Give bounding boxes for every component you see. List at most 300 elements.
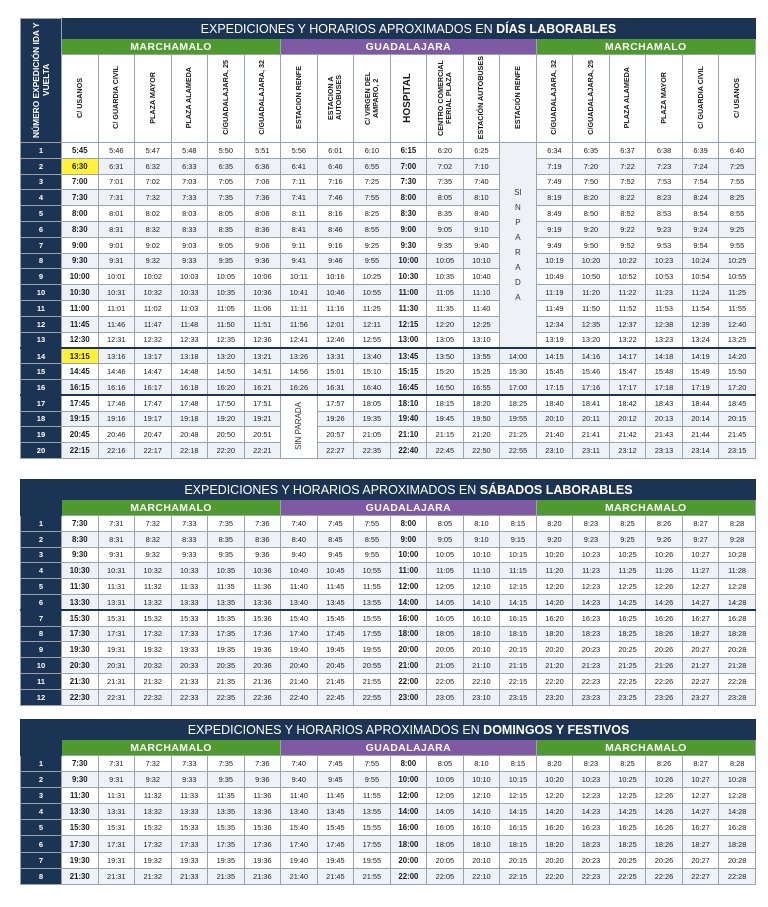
time-cell: 23:12 [609, 443, 646, 459]
time-cell: 10:27 [682, 547, 719, 563]
time-cell: 20:15 [500, 852, 537, 868]
stop-header [609, 55, 646, 143]
time-cell: 10:25 [609, 547, 646, 563]
time-cell: 7:53 [646, 174, 683, 190]
table-title [62, 480, 756, 500]
time-cell: 13:33 [171, 594, 208, 610]
stop-name: ESTACIÓN AUTOBUSES [476, 55, 486, 140]
time-cell: 7:01 [98, 174, 135, 190]
time-cell: 18:27 [682, 626, 719, 642]
time-cell: 10:20 [536, 547, 573, 563]
time-cell: 13:40 [281, 594, 318, 610]
time-cell: 12:37 [609, 316, 646, 332]
expedition-number: 14 [21, 348, 62, 364]
time-cell: 17:31 [98, 836, 135, 852]
time-cell: 12:32 [135, 332, 172, 348]
table-row [21, 206, 756, 222]
time-cell: 15:45 [536, 364, 573, 380]
table-row [21, 174, 756, 190]
time-cell: 11:35 [208, 788, 245, 804]
time-cell: 11:02 [135, 300, 172, 316]
time-cell: 13:31 [317, 348, 354, 364]
time-cell: 13:24 [682, 332, 719, 348]
time-cell: 7:06 [244, 174, 281, 190]
time-cell: 7:31 [98, 516, 135, 532]
zone-header: GUADALAJARA [281, 500, 537, 516]
time-cell: 17:55 [354, 626, 391, 642]
time-cell: 11:54 [682, 300, 719, 316]
time-cell: 13:40 [281, 804, 318, 820]
time-cell: 14:48 [171, 364, 208, 380]
no-stop-cell [281, 395, 318, 458]
time-cell: 7:49 [536, 174, 573, 190]
table-row [21, 364, 756, 380]
time-cell: 11:20 [536, 563, 573, 579]
time-cell: 11:11 [281, 300, 318, 316]
time-cell: 10:28 [719, 772, 756, 788]
time-cell: 19:18 [171, 411, 208, 427]
time-cell: 15:50 [719, 364, 756, 380]
time-cell: 22:16 [98, 443, 135, 459]
time-cell: 8:23 [646, 190, 683, 206]
time-cell: 9:10 [463, 221, 500, 237]
time-cell: 6:01 [317, 143, 354, 159]
time-cell: 9:40 [281, 547, 318, 563]
time-cell: 13:55 [463, 348, 500, 364]
time-cell: 11:35 [427, 300, 464, 316]
time-cell: 21:35 [208, 673, 245, 689]
time-cell: 9:31 [98, 547, 135, 563]
time-cell: 9:35 [208, 547, 245, 563]
time-cell: 11:23 [573, 563, 610, 579]
time-cell: 9:33 [171, 253, 208, 269]
time-cell: 22:36 [244, 689, 281, 705]
time-cell: 13:35 [208, 804, 245, 820]
time-cell: 22:21 [244, 443, 281, 459]
time-cell: 11:30 [62, 579, 99, 595]
time-cell: 14:56 [281, 364, 318, 380]
time-cell: 11:52 [609, 300, 646, 316]
time-cell: 9:20 [573, 221, 610, 237]
time-cell: 13:00 [390, 332, 427, 348]
time-cell: 17:50 [208, 395, 245, 411]
time-cell: 11:45 [62, 316, 99, 332]
time-cell: 17:40 [281, 626, 318, 642]
time-cell: 20:27 [682, 642, 719, 658]
time-cell: 8:50 [573, 206, 610, 222]
time-cell: 10:05 [427, 547, 464, 563]
time-cell: 18:43 [646, 395, 683, 411]
stop-name: PLAZA ALAMEDA [622, 66, 632, 129]
time-cell: 22:00 [390, 673, 427, 689]
time-cell: 9:49 [536, 237, 573, 253]
time-cell: 17:45 [317, 836, 354, 852]
time-cell: 8:15 [500, 516, 537, 532]
time-cell: 8:32 [135, 221, 172, 237]
table-title [62, 19, 756, 39]
time-cell: 15:36 [244, 610, 281, 626]
time-cell: 22:10 [463, 673, 500, 689]
time-cell: 10:22 [609, 253, 646, 269]
time-cell: 7:33 [171, 756, 208, 772]
time-cell: 8:05 [427, 756, 464, 772]
time-cell: 11:20 [573, 285, 610, 301]
time-cell: 18:00 [390, 836, 427, 852]
time-cell: 9:33 [171, 772, 208, 788]
time-cell: 16:21 [244, 379, 281, 395]
time-cell: 13:40 [354, 348, 391, 364]
time-cell: 16:00 [390, 820, 427, 836]
time-cell: 7:45 [317, 756, 354, 772]
time-cell: 17:32 [135, 626, 172, 642]
time-cell: 19:36 [244, 852, 281, 868]
time-cell: 10:41 [281, 285, 318, 301]
time-cell: 11:46 [98, 316, 135, 332]
time-cell: 21:40 [281, 673, 318, 689]
time-cell: 16:00 [390, 610, 427, 626]
time-cell: 14:10 [463, 594, 500, 610]
time-cell: 11:32 [135, 788, 172, 804]
time-cell: 15:30 [62, 610, 99, 626]
time-cell: 10:19 [536, 253, 573, 269]
time-cell: 8:36 [244, 221, 281, 237]
time-cell: 18:10 [463, 626, 500, 642]
time-cell: 21:55 [354, 868, 391, 884]
time-cell: 12:10 [463, 788, 500, 804]
time-cell: 22:15 [62, 443, 99, 459]
time-cell: 15:48 [646, 364, 683, 380]
time-cell: 14:46 [98, 364, 135, 380]
expedition-number: 6 [21, 836, 62, 852]
stop-header [354, 55, 391, 143]
time-cell: 5:47 [135, 143, 172, 159]
table-row [21, 563, 756, 579]
time-cell: 8:03 [171, 206, 208, 222]
time-cell: 7:35 [208, 516, 245, 532]
time-cell: 10:36 [244, 563, 281, 579]
time-cell: 15:40 [281, 610, 318, 626]
time-cell: 23:26 [646, 689, 683, 705]
time-cell: 8:28 [719, 756, 756, 772]
time-cell: 12:20 [427, 316, 464, 332]
time-cell: 11:40 [463, 300, 500, 316]
stop-header [317, 55, 354, 143]
time-cell: 19:55 [500, 411, 537, 427]
stop-header [62, 55, 99, 143]
time-cell: 15:46 [573, 364, 610, 380]
time-cell: 7:30 [390, 174, 427, 190]
time-cell: 19:40 [281, 642, 318, 658]
time-cell: 12:10 [463, 579, 500, 595]
time-cell: 7:32 [135, 516, 172, 532]
time-cell: 21:33 [171, 673, 208, 689]
time-cell: 7:36 [244, 516, 281, 532]
table-row [21, 772, 756, 788]
time-cell: 21:25 [609, 658, 646, 674]
time-cell: 14:25 [609, 804, 646, 820]
time-cell: 14:45 [62, 364, 99, 380]
time-cell: 9:35 [208, 253, 245, 269]
time-cell: 8:22 [609, 190, 646, 206]
time-cell: 12:25 [609, 579, 646, 595]
time-cell: 8:16 [317, 206, 354, 222]
time-cell: 13:50 [427, 348, 464, 364]
time-cell: 10:25 [354, 269, 391, 285]
time-cell: 21:28 [719, 658, 756, 674]
time-cell: 11:49 [536, 300, 573, 316]
time-cell: 11:03 [171, 300, 208, 316]
time-cell: 16:25 [609, 820, 646, 836]
time-cell: 7:10 [463, 158, 500, 174]
table-row [21, 756, 756, 772]
time-cell: 20:57 [317, 427, 354, 443]
time-cell: 8:26 [646, 516, 683, 532]
time-cell: 8:55 [354, 221, 391, 237]
time-cell: 20:10 [463, 852, 500, 868]
time-cell: 10:35 [208, 285, 245, 301]
time-cell: 7:55 [354, 756, 391, 772]
time-cell: 19:17 [135, 411, 172, 427]
time-cell: 20:45 [317, 658, 354, 674]
time-cell: 11:19 [536, 285, 573, 301]
time-cell: 12:39 [682, 316, 719, 332]
time-cell: 21:00 [390, 658, 427, 674]
expedition-number: 9 [21, 642, 62, 658]
time-cell: 20:15 [719, 411, 756, 427]
stop-name: CENTRO COMERCIAL FERIAL PLAZA [435, 59, 453, 136]
time-cell: 9:46 [317, 253, 354, 269]
table-row [21, 379, 756, 395]
time-cell: 12:26 [646, 579, 683, 595]
time-cell: 13:20 [208, 348, 245, 364]
time-cell: 20:35 [208, 658, 245, 674]
time-cell: 6:38 [646, 143, 683, 159]
table-row [21, 531, 756, 547]
time-cell: 11:40 [281, 788, 318, 804]
time-cell: 6:37 [609, 143, 646, 159]
title-row [21, 19, 756, 39]
time-cell: 19:33 [171, 852, 208, 868]
time-cell: 9:35 [208, 772, 245, 788]
time-cell: 8:15 [500, 756, 537, 772]
stop-header [536, 55, 573, 143]
time-cell: 10:55 [354, 563, 391, 579]
time-cell: 8:46 [317, 221, 354, 237]
time-cell: 10:32 [135, 563, 172, 579]
time-cell: 16:05 [427, 820, 464, 836]
time-cell: 7:36 [244, 756, 281, 772]
time-cell: 15:33 [171, 820, 208, 836]
time-cell: 7:40 [281, 516, 318, 532]
time-cell: 7:55 [354, 516, 391, 532]
zone-header: GUADALAJARA [281, 740, 537, 756]
time-cell: 22:31 [98, 689, 135, 705]
stop-name: C/ GUARDIA CIVIL [111, 66, 121, 129]
time-cell: 11:10 [463, 563, 500, 579]
time-cell: 11:00 [390, 285, 427, 301]
time-cell: 14:50 [208, 364, 245, 380]
stop-header [573, 55, 610, 143]
time-cell: 23:23 [573, 689, 610, 705]
time-cell: 13:35 [208, 594, 245, 610]
time-cell: 9:55 [354, 772, 391, 788]
time-cell: 23:11 [573, 443, 610, 459]
time-cell: 21:10 [390, 427, 427, 443]
time-cell: 16:28 [719, 610, 756, 626]
time-cell: 11:40 [281, 579, 318, 595]
time-cell: 10:01 [98, 269, 135, 285]
stop-name: C/ USANOS [732, 77, 742, 118]
zone-row [21, 500, 756, 516]
time-cell: 23:15 [719, 443, 756, 459]
time-cell: 7:35 [208, 756, 245, 772]
time-cell: 14:15 [500, 804, 537, 820]
stop-name: C/GUADALAJARA, 25 [220, 60, 230, 135]
time-cell: 16:27 [682, 610, 719, 626]
stop-header [244, 55, 281, 143]
time-cell: 14:20 [536, 594, 573, 610]
time-cell: 23:28 [719, 689, 756, 705]
time-cell: 7:25 [354, 174, 391, 190]
time-cell: 10:00 [62, 269, 99, 285]
time-cell: 8:05 [208, 206, 245, 222]
time-cell: 18:25 [609, 836, 646, 852]
time-cell: 10:36 [244, 285, 281, 301]
time-cell: 11:48 [171, 316, 208, 332]
expedition-number: 2 [21, 158, 62, 174]
time-cell: 20:31 [98, 658, 135, 674]
time-cell: 10:20 [573, 253, 610, 269]
time-cell: 19:31 [98, 852, 135, 868]
time-cell: 23:27 [682, 689, 719, 705]
time-cell: 7:11 [281, 174, 318, 190]
time-cell: 20:13 [646, 411, 683, 427]
time-cell: 12:00 [390, 579, 427, 595]
expedition-number: 7 [21, 237, 62, 253]
time-cell: 7:33 [171, 516, 208, 532]
time-cell: 14:00 [390, 594, 427, 610]
time-cell: 16:45 [390, 379, 427, 395]
time-cell: 21:05 [427, 658, 464, 674]
time-cell: 7:50 [573, 174, 610, 190]
table-row [21, 852, 756, 868]
time-cell: 10:30 [62, 285, 99, 301]
table-row [21, 836, 756, 852]
time-cell: 11:55 [354, 579, 391, 595]
time-cell: 9:22 [609, 221, 646, 237]
time-cell: 12:28 [719, 579, 756, 595]
time-cell: 9:32 [135, 253, 172, 269]
time-cell: 8:49 [536, 206, 573, 222]
time-cell: 8:52 [609, 206, 646, 222]
time-cell: 12:27 [682, 788, 719, 804]
time-cell: 16:15 [62, 379, 99, 395]
stop-header [463, 55, 500, 143]
time-cell: 11:30 [390, 300, 427, 316]
time-cell: 23:13 [646, 443, 683, 459]
time-cell: 9:11 [281, 237, 318, 253]
time-cell: 12:25 [463, 316, 500, 332]
time-cell: 18:05 [427, 626, 464, 642]
time-cell: 21:36 [244, 868, 281, 884]
time-cell: 21:35 [208, 868, 245, 884]
time-cell: 6:32 [135, 158, 172, 174]
time-cell: 10:10 [463, 772, 500, 788]
time-cell: 17:17 [609, 379, 646, 395]
time-cell: 14:27 [682, 594, 719, 610]
stop-name: C/GUADALAJARA, 25 [585, 60, 595, 135]
time-cell: 11:25 [719, 285, 756, 301]
time-cell: 9:30 [390, 237, 427, 253]
time-cell: 8:40 [281, 531, 318, 547]
time-cell: 21:05 [354, 427, 391, 443]
time-cell: 21:43 [646, 427, 683, 443]
time-cell: 8:41 [281, 221, 318, 237]
time-cell: 8:02 [135, 206, 172, 222]
expedition-number: 16 [21, 379, 62, 395]
time-cell: 19:40 [281, 852, 318, 868]
time-cell: 17:36 [244, 836, 281, 852]
time-cell: 22:15 [500, 868, 537, 884]
time-cell: 9:50 [573, 237, 610, 253]
time-cell: 12:15 [500, 579, 537, 595]
time-cell: 8:05 [427, 190, 464, 206]
zone-header: MARCHAMALO [62, 39, 281, 55]
time-cell: 19:55 [354, 642, 391, 658]
time-cell: 19:40 [390, 411, 427, 427]
table-row [21, 332, 756, 348]
time-cell: 13:15 [62, 348, 99, 364]
time-cell: 20:10 [536, 411, 573, 427]
time-cell: 6:31 [98, 158, 135, 174]
time-cell: 9:02 [135, 237, 172, 253]
time-cell: 8:35 [208, 221, 245, 237]
time-cell: 9:00 [390, 531, 427, 547]
time-cell: 20:14 [682, 411, 719, 427]
zone-header: MARCHAMALO [536, 39, 755, 55]
time-cell: 10:26 [646, 547, 683, 563]
time-cell: 11:35 [208, 579, 245, 595]
time-cell: 16:26 [281, 379, 318, 395]
time-cell: 11:22 [609, 285, 646, 301]
time-cell: 16:20 [208, 379, 245, 395]
stop-header [281, 55, 318, 143]
table-row [21, 285, 756, 301]
time-cell: 10:00 [390, 547, 427, 563]
time-cell: 23:00 [390, 689, 427, 705]
time-cell: 15:47 [609, 364, 646, 380]
time-cell: 11:05 [427, 285, 464, 301]
time-cell: 16:26 [646, 610, 683, 626]
time-cell: 9:54 [682, 237, 719, 253]
time-cell: 19:30 [62, 852, 99, 868]
time-cell: 22:25 [609, 673, 646, 689]
time-cell: 16:05 [427, 610, 464, 626]
time-cell: 23:10 [536, 443, 573, 459]
time-cell: 10:53 [646, 269, 683, 285]
expedition-number: 9 [21, 269, 62, 285]
time-cell: 17:32 [135, 836, 172, 852]
time-cell: 16:40 [354, 379, 391, 395]
time-cell: 8:00 [62, 206, 99, 222]
time-cell: 5:46 [98, 143, 135, 159]
expedition-number: 13 [21, 332, 62, 348]
time-cell: 10:15 [500, 772, 537, 788]
time-cell: 18:10 [390, 395, 427, 411]
time-cell: 20:10 [463, 642, 500, 658]
time-cell: 16:18 [171, 379, 208, 395]
time-cell: 11:05 [427, 563, 464, 579]
